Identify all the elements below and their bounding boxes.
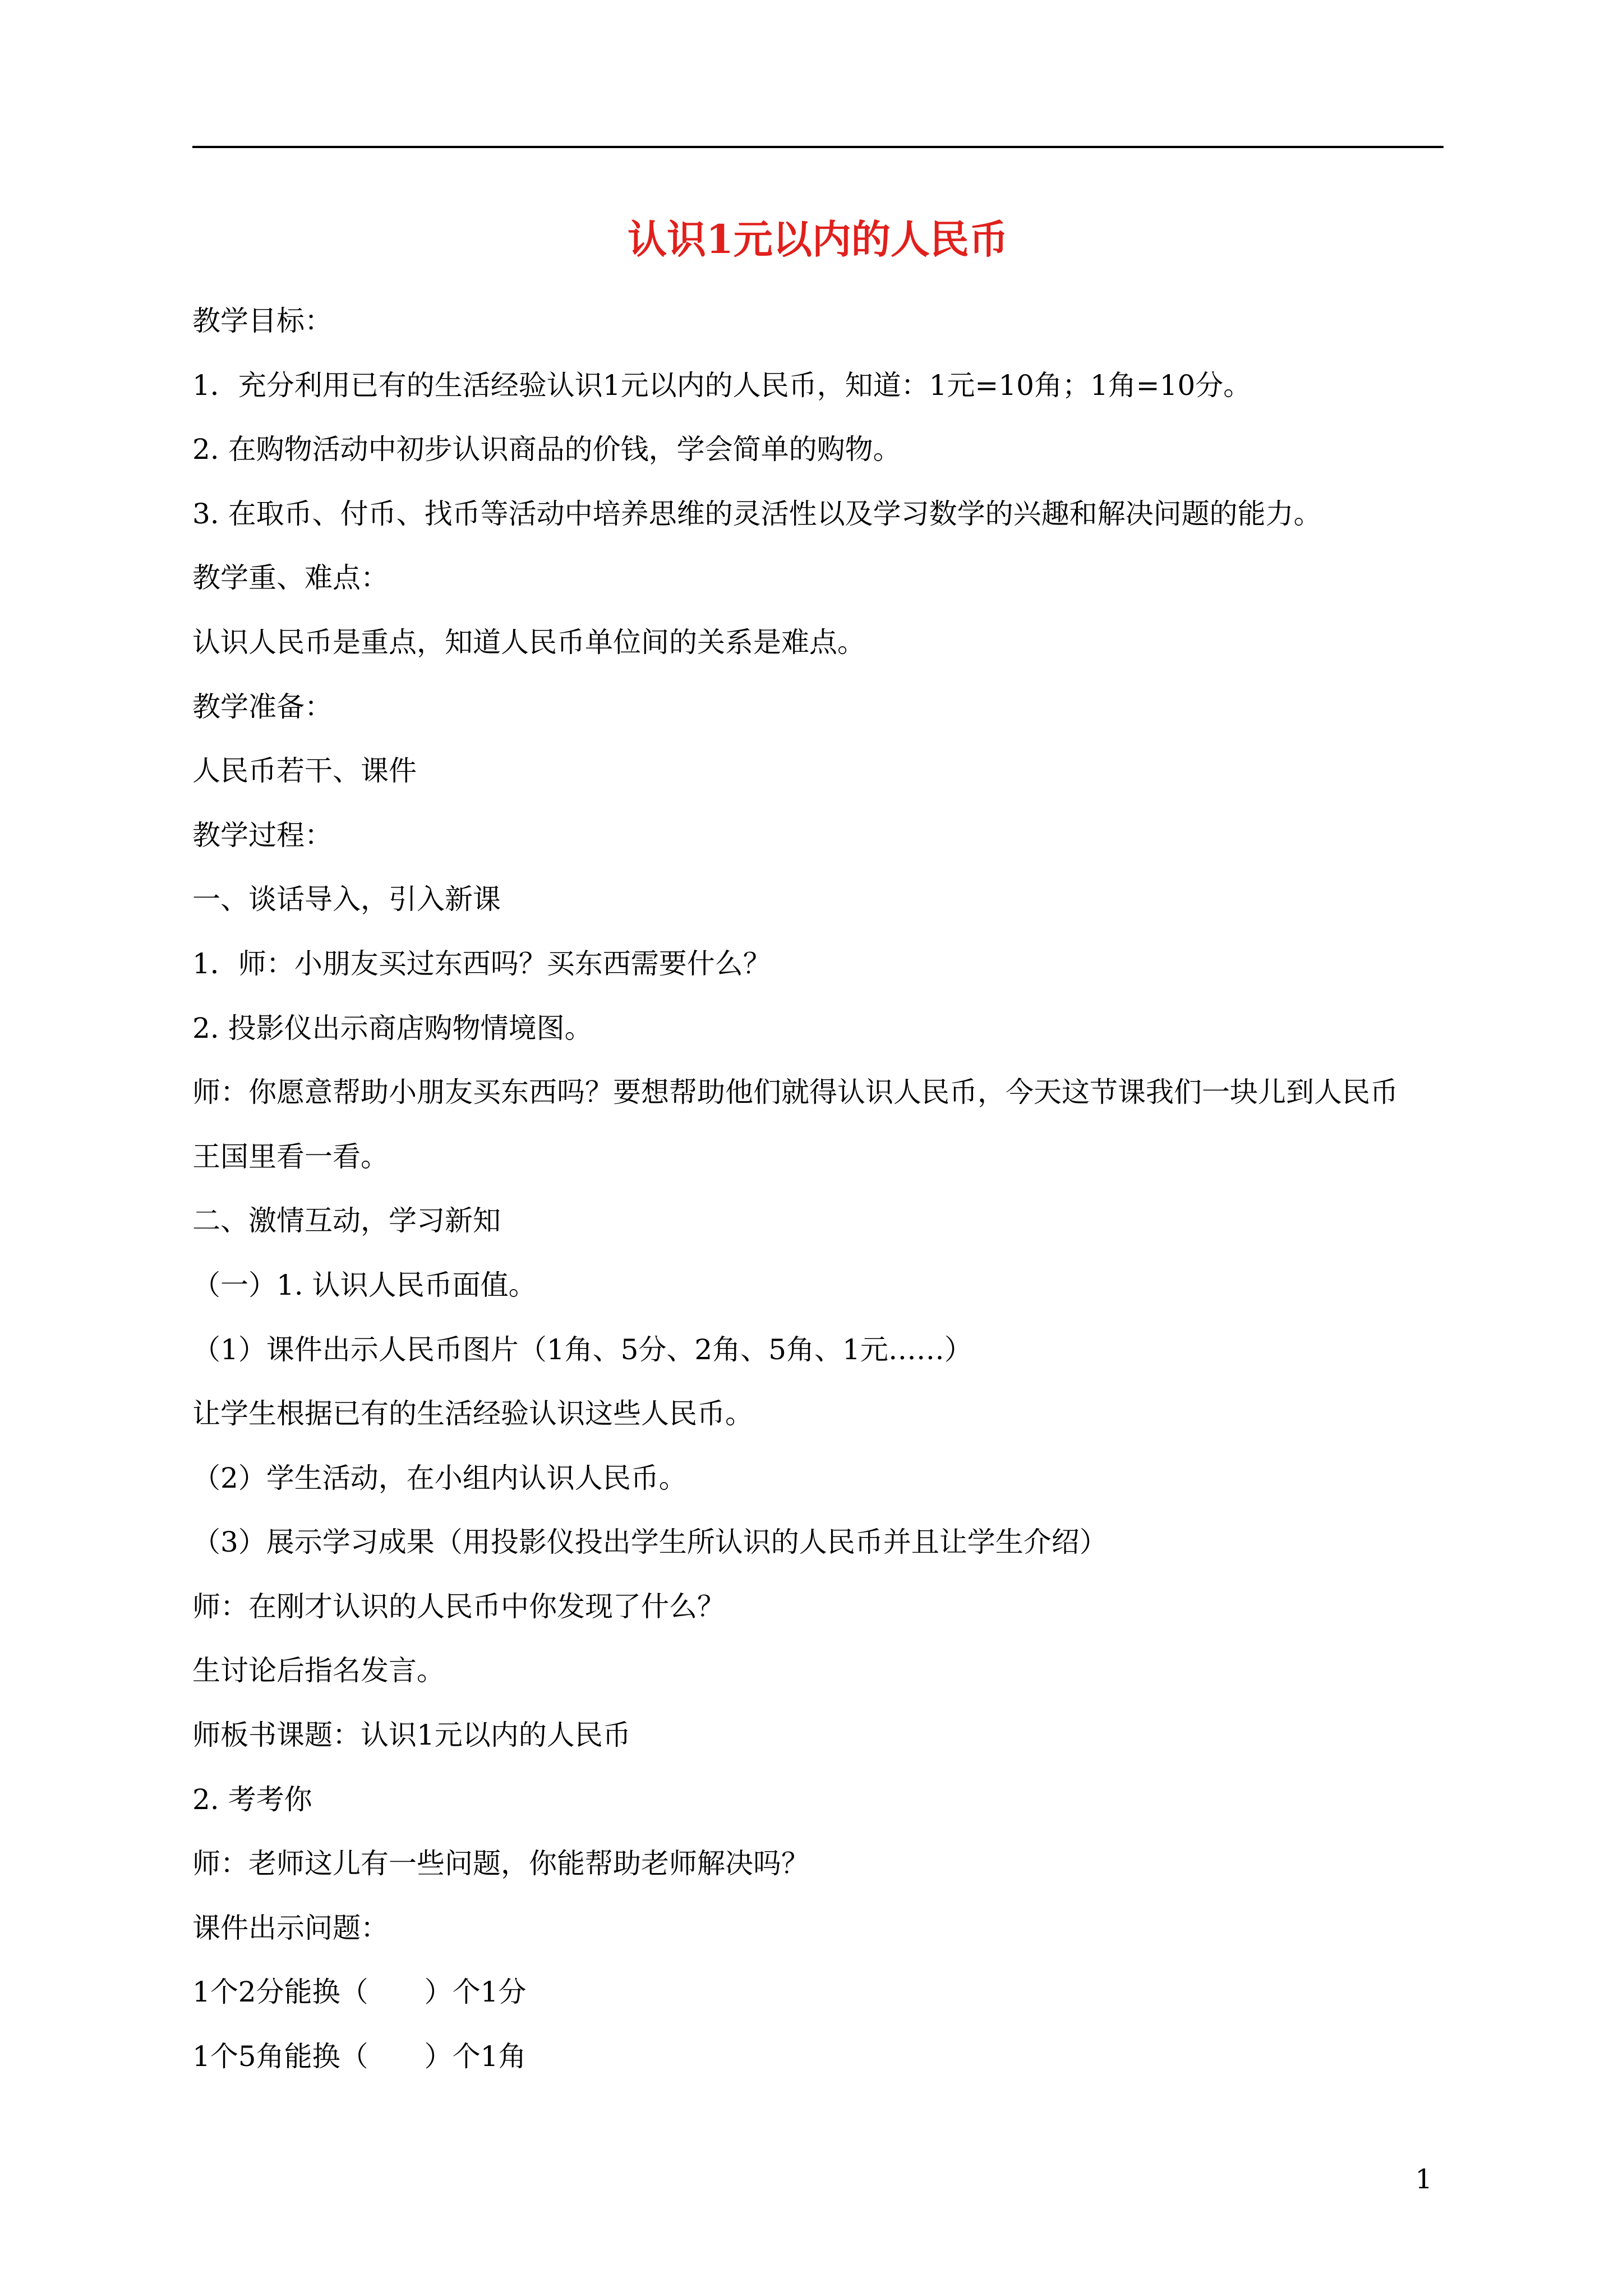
section-heading-preparation: 教学准备： — [192, 690, 333, 723]
paragraph: （1）课件出示人民币图片（1角、5分、2角、5角、1元……） — [192, 1333, 972, 1366]
paragraph: 师：你愿意帮助小朋友买东西吗？要想帮助他们就得认识人民币，今天这节课我们一块儿到人民币 — [192, 1076, 1398, 1109]
paragraph: 二、激情互动，学习新知 — [192, 1204, 501, 1237]
paragraph: 让学生根据已有的生活经验认识这些人民币。 — [192, 1397, 753, 1430]
paragraph: （2）学生活动，在小组内认识人民币。 — [192, 1461, 687, 1494]
paragraph: 王国里看一看。 — [192, 1140, 389, 1173]
section-heading-process: 教学过程： — [192, 818, 333, 852]
paragraph: （一）1. 认识人民币面值。 — [192, 1268, 537, 1301]
paragraph: 课件出示问题： — [192, 1911, 389, 1944]
paragraph: 2. 投影仪出示商店购物情境图。 — [192, 1011, 593, 1045]
paragraph: 师板书课题：认识1元以内的人民币 — [192, 1719, 631, 1752]
paragraph: 2. 考考你 — [192, 1783, 312, 1816]
exercise-line: 1个5角能换（ ）个1角 — [192, 2040, 527, 2073]
paragraph: 师：老师这儿有一些问题，你能帮助老师解决吗？ — [192, 1847, 809, 1880]
document-body — [192, 289, 1444, 2089]
paragraph: 人民币若干、课件 — [192, 754, 417, 788]
paragraph: 生讨论后指名发言。 — [192, 1654, 445, 1687]
paragraph: 一、谈话导入，引入新课 — [192, 883, 501, 916]
paragraph: 认识人民币是重点，知道人民币单位间的关系是难点。 — [192, 625, 865, 659]
exercise-line: 1个2分能换（ ）个1分 — [192, 1976, 527, 2009]
document-title: 认识1元以内的人民币 — [628, 216, 1008, 263]
section-heading-key-points: 教学重、难点： — [192, 562, 389, 595]
paragraph: 2. 在购物活动中初步认识商品的价钱，学会简单的购物。 — [192, 433, 901, 466]
paragraph: 1．师：小朋友买过东西吗？买东西需要什么？ — [192, 947, 771, 980]
header-rule — [192, 146, 1444, 148]
section-heading-objectives: 教学目标： — [192, 305, 333, 337]
paragraph: 3. 在取币、付币、找币等活动中培养思维的灵活性以及学习数学的兴趣和解决问题的能力。 — [192, 497, 1322, 530]
paragraph: （3）展示学习成果（用投影仪投出学生所认识的人民币并且让学生介绍） — [192, 1526, 1108, 1559]
paragraph: 师：在刚才认识的人民币中你发现了什么？ — [192, 1590, 725, 1623]
paragraph: 1．充分利用已有的生活经验认识1元以内的人民币，知道：1元=10角；1角=10分。 — [192, 369, 1252, 402]
page-number: 1 — [1415, 2164, 1432, 2195]
